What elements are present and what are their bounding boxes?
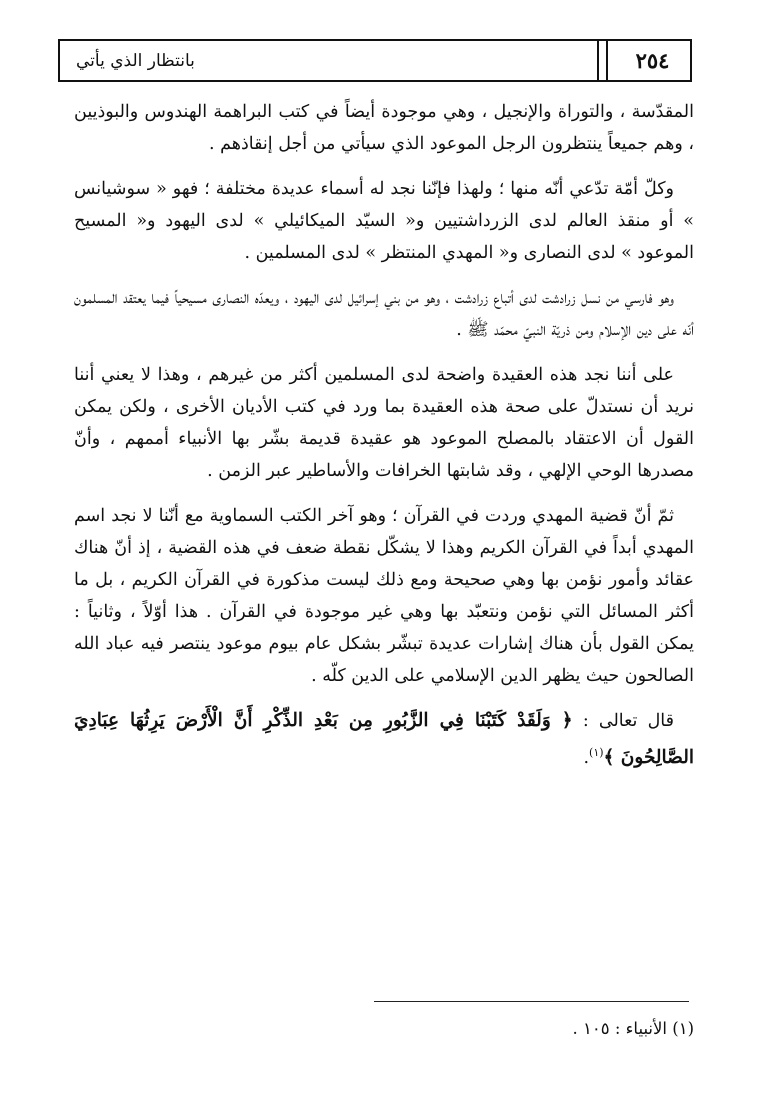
paragraph-6 (74, 705, 694, 774)
verse-end-mark: . (583, 747, 590, 768)
paragraph-5: ثمّ أنّ قضية المهدي وردت في القرآن ؛ وهو آخر الكتب السماوية مع أنّنا لا نجد اسم المهدي أبداً في القرآن الكريم وهذا لا يشكّل نقطة ضعف في هذه القضية ، إذ أنّ هناك عقائد وأمور نؤمن بها وهي صحيحة ومع ذلك ليست مذكورة في القرآن الكريم ، بل ما أكثر المسائل التي نؤمن ونتعبّد بها وهي غير موجودة في القرآن . هذا أوّلاً ، وثانياً : يمكن القول بأن هناك إشارات عديدة تبشّر بشكل عام بيوم موعود ينتصر فيه عباد الله الصالحون حيث يظهر الدين الإسلامي على الدين كلّه . (74, 506, 694, 686)
header-divider (606, 41, 608, 80)
paragraph-4: على أننا نجد هذه العقيدة واضحة لدى المسلمين أكثر من غيرهم ، وهذا لا يعني أننا نريد أن نستدلّ على صحة هذه العقيدة بما ورد في كتب الأديان الأخرى ، ولكن يمكن القول أن الاعتقاد بالمصلح الموعود هو عقيدة قديمة بشّر بها الأنبياء أممهم ، وأنّ مصدرها الوحي الإلهي ، وقد شابتها الخرافات والأساطير عبر الزمن . (74, 365, 694, 481)
running-title-text: بانتظار الذي يأتي (76, 50, 195, 71)
footnote: (١) الأنبياء : ١٠٥ . (572, 1019, 694, 1038)
footnote-separator (374, 1001, 689, 1002)
verse-intro: قال تعالى : (582, 711, 675, 731)
footnote-reference: (١) (589, 746, 604, 759)
paragraph-3: وهو فارسي من نسل زرادشت لدى أتباع زرادشت ، وهو من بني إسرائيل لدى اليهود ، ويعدّه النصارى مسيحياً فيما يعتقد المسلمون أنّه على دين الإسلام ومن ذريّة النبيّ محمّد ﷺ . (74, 288, 694, 340)
paragraph-2: وكلّ أمّة تدّعي أنّه منها ؛ ولهذا فإنّنا نجد له أسماء عديدة مختلفة ؛ فهو « سوشيانس » أو منقذ العالم لدى الزرداشتيين و« السيّد الميكائيلي » لدى اليهود و« المسيح الموعود » لدى النصارى و« المهدي المنتظر » لدى المسلمين . (74, 179, 694, 263)
body-text (74, 96, 694, 787)
page-header (58, 39, 692, 82)
running-title (68, 41, 588, 80)
page-number: ٢٥٤ (635, 48, 670, 73)
paragraph-1: المقدّسة ، والتوراة والإنجيل ، وهي موجودة أيضاً في كتب البراهمة الهندوس والبوذيين ، وهم جميعاً ينتظرون الرجل الموعود الذي سيأتي من أجل إنقاذهم . (74, 102, 694, 154)
quran-verse: ﴿ وَلَقَدْ كَتَبْنَا فِي الزَّبُورِ مِن بَعْدِ الذِّكْرِ أَنَّ الْأَرْضَ يَرِثُهَا عِبَادِيَ الصَّالِحُونَ ﴾ (74, 710, 694, 768)
header-divider (597, 41, 599, 80)
